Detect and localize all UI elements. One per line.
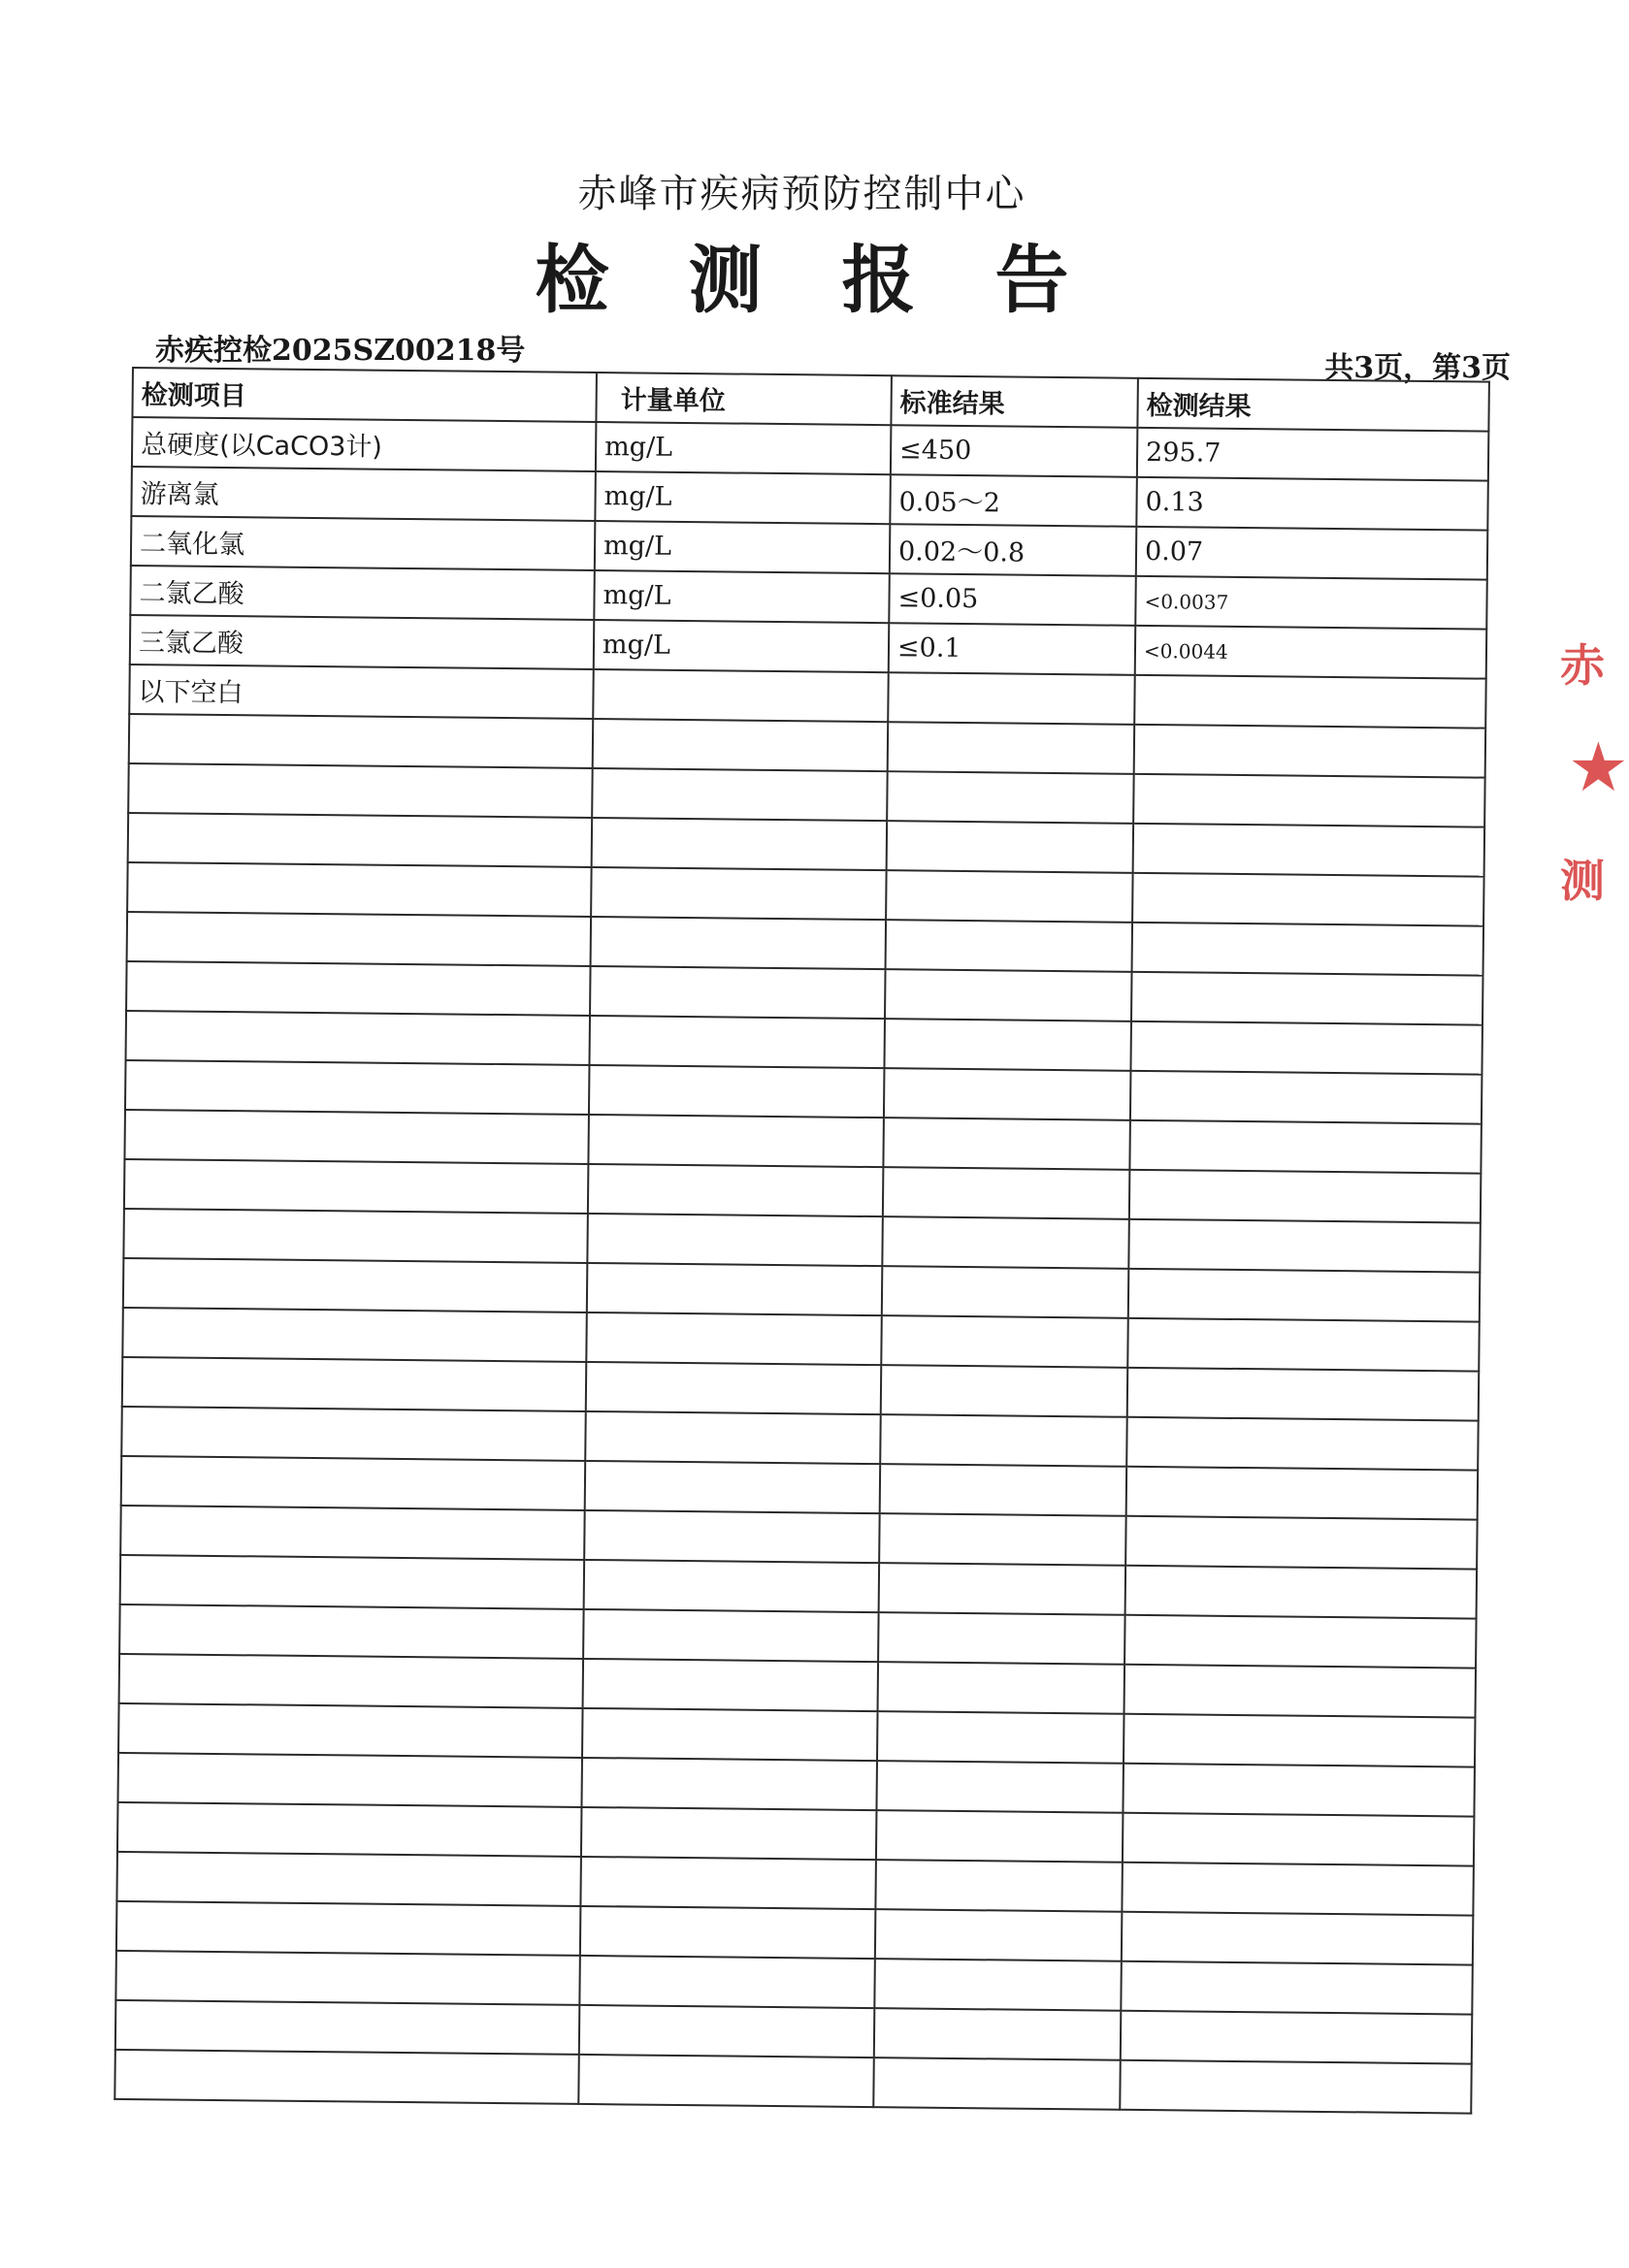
empty-cell [1123,1764,1475,1817]
empty-cell [592,768,888,821]
empty-cell [1126,1467,1479,1520]
empty-cell [886,920,1133,972]
cell-unit: mg/L [596,422,892,474]
empty-cell [580,1906,876,1959]
empty-cell [880,1464,1127,1516]
empty-cell [120,1506,585,1560]
red-seal-stamp [1558,631,1629,922]
column-header-standard: 标准结果 [891,375,1138,428]
column-header-item: 检测项目 [132,368,597,422]
empty-cell [876,1761,1124,1813]
cell-unit: mg/L [594,620,890,672]
empty-cell [1121,1961,1473,2015]
empty-cell [1129,1120,1482,1174]
empty-cell [579,2005,875,2057]
page-info: 共3页，第3页 [1324,351,1511,385]
empty-cell [876,1810,1124,1863]
empty-cell [1130,1021,1482,1075]
empty-cell [122,1308,587,1362]
empty-cell [118,1753,583,1807]
empty-cell [873,2057,1121,2110]
empty-cell [118,1703,583,1758]
empty-cell [1123,1813,1475,1866]
empty-cell [1133,774,1485,827]
empty-cell [123,1209,588,1263]
empty-cell [586,1312,882,1365]
empty-cell [123,1258,588,1312]
empty-cell [114,2050,579,2104]
empty-cell [883,1118,1130,1170]
cell-result: <0.0044 [1135,626,1487,679]
empty-cell [589,1065,885,1118]
empty-cell [1125,1516,1478,1570]
cell-unit: mg/L [595,521,891,573]
empty-cell [583,1659,879,1711]
empty-cell [1125,1566,1478,1619]
empty-cell [878,1662,1125,1714]
empty-cell [581,1807,877,1860]
empty-cell [127,912,592,966]
cell-result: 0.07 [1136,527,1488,580]
empty-cell [587,1214,883,1266]
empty-cell [882,1216,1129,1269]
empty-cell [119,1604,584,1659]
empty-cell [888,722,1135,774]
empty-cell [874,1959,1122,2011]
empty-cell [581,1758,877,1810]
cell-item: 总硬度(以CaCO3计) [132,417,597,471]
empty-cell [877,1711,1124,1764]
cell-item: 游离氯 [131,467,596,521]
empty-cell [1132,873,1484,926]
cell-item: 三氯乙酸 [130,615,595,669]
cell-result: 0.13 [1136,477,1488,531]
empty-cell [591,917,887,969]
empty-cell [1124,1665,1477,1718]
cell-unit: mg/L [594,570,890,623]
stamp-char: 测 [1560,855,1605,907]
empty-cell [120,1555,585,1609]
report-title: 检测报告 [535,237,1149,323]
cell-standard: 0.02～0.8 [890,524,1137,576]
empty-cell [883,1167,1130,1219]
empty-cell [1134,725,1486,778]
empty-cell [591,867,887,920]
empty-cell [884,1068,1131,1120]
cell-unit: mg/L [595,471,891,524]
cell-standard: ≤450 [891,425,1138,477]
empty-cell [121,1456,586,1510]
end-note: 以下空白 [129,664,594,719]
empty-cell [124,1159,589,1214]
empty-cell [881,1315,1128,1368]
empty-cell [1120,2060,1472,2114]
empty-cell [119,1654,584,1708]
empty-cell [128,813,593,867]
empty-cell [888,672,1135,725]
empty-cell [586,1362,882,1414]
empty-cell [588,1164,884,1216]
empty-cell [127,862,592,917]
empty-cell [1122,1912,1474,1965]
empty-cell [590,966,886,1019]
cell-item: 二氯乙酸 [130,566,595,620]
empty-cell [1131,972,1483,1025]
empty-cell [887,821,1134,873]
empty-cell [121,1407,586,1461]
empty-cell [117,1802,582,1857]
table-body [114,417,1488,2114]
empty-cell [129,714,594,768]
empty-cell [1128,1269,1481,1322]
empty-cell [1128,1219,1481,1273]
empty-cell [882,1266,1129,1318]
empty-cell [593,719,889,771]
cell-result: 295.7 [1137,428,1489,481]
empty-cell [1132,923,1484,976]
empty-cell [1124,1714,1476,1767]
organization-name: 赤峰市疾病预防控制中心 [577,172,1026,216]
empty-cell [579,1956,875,2008]
empty-cell [1134,675,1486,729]
empty-cell [126,961,591,1016]
empty-cell [126,1011,591,1065]
stamp-char: 赤 [1560,639,1605,692]
cell-standard: ≤0.1 [889,623,1136,675]
empty-cell [1127,1318,1480,1372]
empty-cell [884,1019,1131,1071]
empty-cell [116,1901,581,1956]
empty-cell [116,1852,581,1906]
cell-standard: ≤0.05 [889,573,1136,626]
results-table [114,367,1490,2115]
empty-cell [1129,1170,1482,1223]
empty-cell [878,1612,1125,1665]
empty-cell [580,1857,876,1909]
empty-cell [887,771,1134,824]
report-number: 赤疾控检2025SZ00218号 [155,334,526,368]
empty-cell [879,1563,1126,1615]
empty-cell [589,1016,885,1068]
empty-cell [1127,1368,1480,1421]
empty-cell [592,818,888,870]
empty-cell [122,1357,587,1411]
empty-cell [124,1110,589,1164]
empty-cell [115,1951,580,2005]
empty-cell [583,1609,879,1662]
empty-cell [588,1115,884,1167]
empty-cell [115,2000,580,2055]
empty-cell [585,1461,881,1513]
empty-cell [886,870,1133,923]
column-header-result: 检测结果 [1137,378,1489,432]
empty-cell [578,2055,874,2107]
empty-cell [1124,1615,1477,1669]
empty-cell [585,1411,881,1464]
empty-cell [880,1414,1127,1467]
empty-cell [593,669,889,722]
empty-cell [587,1263,883,1315]
empty-cell [582,1708,878,1761]
empty-cell [875,1860,1123,1912]
cell-standard: 0.05～2 [890,474,1137,527]
results-table-wrapper [114,367,1488,2115]
empty-cell [1122,1863,1474,1916]
empty-cell [584,1510,880,1563]
empty-cell [1133,824,1485,877]
empty-cell [125,1060,590,1115]
empty-cell [885,969,1132,1021]
column-header-unit: 计量单位 [596,373,892,425]
empty-cell [875,1909,1123,1961]
empty-cell [584,1560,880,1612]
empty-cell [881,1365,1128,1417]
empty-cell [1130,1071,1482,1124]
cell-result: <0.0037 [1135,576,1487,630]
empty-cell [879,1513,1126,1566]
cell-item: 二氧化氯 [131,516,596,570]
empty-cell [1121,2011,1473,2064]
star-icon: ★ [1568,728,1629,807]
empty-cell [1126,1417,1479,1471]
empty-cell [874,2008,1122,2060]
empty-cell [128,763,593,818]
